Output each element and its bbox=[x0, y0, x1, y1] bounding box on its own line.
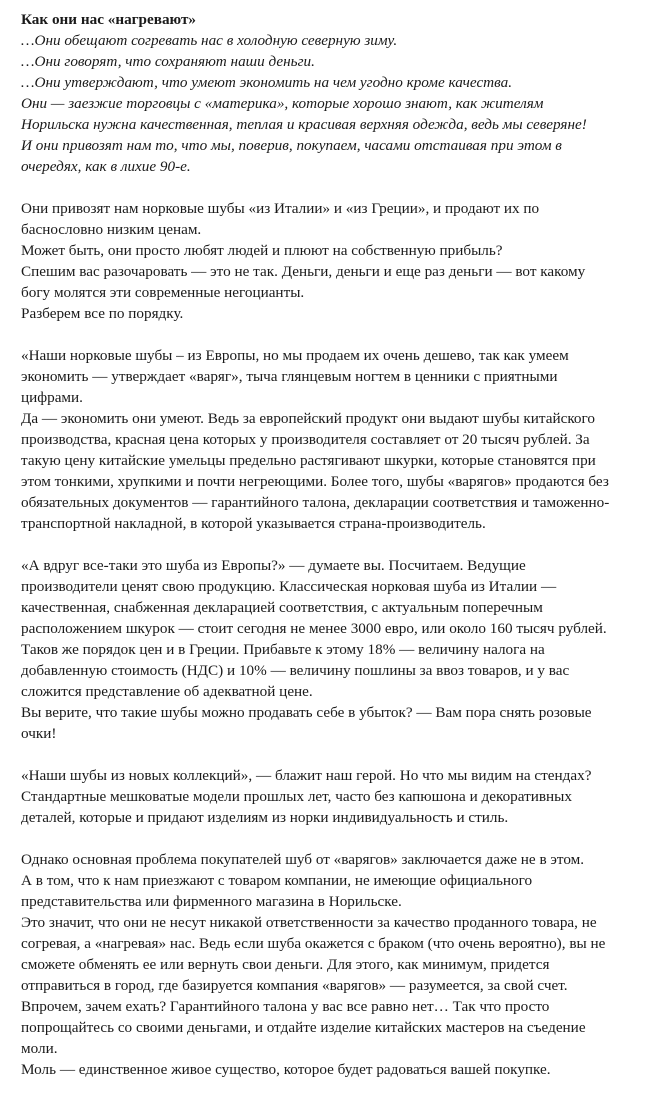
paragraph-3 bbox=[21, 555, 649, 744]
paragraph-line: транспортной накладной, в которой указывается страна-производитель. bbox=[21, 515, 486, 532]
intro-line: очередях, как в лихие 90-е. bbox=[21, 158, 191, 175]
paragraph-line: деталей, которые и придают изделиям из норки индивидуальность и стиль. bbox=[21, 809, 509, 826]
paragraph-line: добавленную стоимость (НДС) и 10% — величину пошлины за ввоз товаров, и у вас bbox=[21, 662, 570, 679]
intro-line: Норильска нужна качественная, теплая и красивая верхняя одежда, ведь мы северяне! bbox=[21, 116, 587, 133]
intro-line: …Они утверждают, что умеют экономить на чем угодно кроме качества. bbox=[21, 74, 513, 91]
paragraph-line: представительства или фирменного магазина в Норильске. bbox=[21, 893, 402, 910]
paragraph-line: Разберем все по порядку. bbox=[21, 305, 184, 322]
paragraph-line: отправиться в город, где базируется компания «варягов» — разумеется, за свой счет. bbox=[21, 977, 568, 994]
paragraph-line: А в том, что к нам приезжают с товаром компании, не имеющие официального bbox=[21, 872, 533, 889]
article-intro bbox=[21, 30, 649, 177]
paragraph-4 bbox=[21, 765, 649, 828]
paragraph-line: «А вдруг все-таки это шуба из Европы?» — думаете вы. Посчитаем. Ведущие bbox=[21, 557, 526, 574]
article-title: Как они нас «нагревают» bbox=[21, 11, 197, 28]
paragraph-line: баснословно низким ценам. bbox=[21, 221, 202, 238]
paragraph-line: богу молятся эти современные негоцианты. bbox=[21, 284, 305, 301]
paragraph-line: сложится представление об адекватной цене. bbox=[21, 683, 313, 700]
paragraph-line: Моль — единственное живое существо, которое будет радоваться вашей покупке. bbox=[21, 1061, 551, 1078]
paragraph-line: Таков же порядок цен и в Греции. Прибавьте к этому 18% — величину налога на bbox=[21, 641, 545, 658]
paragraph-line: Впрочем, зачем ехать? Гарантийного талона у вас все равно нет… Так что просто bbox=[21, 998, 550, 1015]
paragraph-line: Стандартные мешковатые модели прошлых лет, часто без капюшона и декоративных bbox=[21, 788, 572, 805]
paragraph-line: качественная, снабженная декларацией соответствия, с актуальным поперечным bbox=[21, 599, 543, 616]
paragraph-line: очки! bbox=[21, 725, 57, 742]
paragraph-line: этом тонкими, хрупкими и почти негреющими. Более того, шубы «варягов» продаются без bbox=[21, 473, 609, 490]
paragraph-line: Да — экономить они умеют. Ведь за европейский продукт они выдают шубы китайского bbox=[21, 410, 595, 427]
paragraph-line: экономить — утверждает «варяг», тыча глянцевым ногтем в ценники с приятными bbox=[21, 368, 558, 385]
paragraph-line: производители ценят свою продукцию. Классическая норковая шуба из Италии — bbox=[21, 578, 557, 595]
paragraph-line: обязательных документов — гарантийного талона, декларации соответствия и таможенно- bbox=[21, 494, 610, 511]
intro-line: И они привозят нам то, что мы, поверив, покупаем, часами отстаивая при этом в bbox=[21, 137, 562, 154]
intro-line: Они — заезжие торговцы с «материка», которые хорошо знают, как жителям bbox=[21, 95, 544, 112]
paragraph-2 bbox=[21, 345, 649, 534]
paragraph-line: «Наши шубы из новых коллекций», — блажит наш герой. Но что мы видим на стендах? bbox=[21, 767, 592, 784]
paragraph-line: «Наши норковые шубы – из Европы, но мы продаем их очень дешево, так как умеем bbox=[21, 347, 569, 364]
paragraph-line: попрощайтесь со своими деньгами, и отдайте изделие китайских мастеров на съедение bbox=[21, 1019, 586, 1036]
paragraph-line: Спешим вас разочаровать — это не так. Деньги, деньги и еще раз деньги — вот какому bbox=[21, 263, 586, 280]
paragraph-line: расположением шкурок — стоит сегодня не менее 3000 евро, или около 160 тысяч рублей. bbox=[21, 620, 607, 637]
paragraph-line: такую цену китайские умельцы предельно растягивают шкурки, которые становятся при bbox=[21, 452, 596, 469]
paragraph-line: согревая, а «нагревая» нас. Ведь если шуба окажется с браком (что очень вероятно), вы не bbox=[21, 935, 606, 952]
paragraph-1 bbox=[21, 198, 649, 324]
intro-line: …Они говорят, что сохраняют наши деньги. bbox=[21, 53, 315, 70]
paragraph-line: сможете обменять ее или вернуть свои деньги. Для этого, как минимум, придется bbox=[21, 956, 550, 973]
paragraph-line: Это значит, что они не несут никакой ответственности за качество проданного товара, не bbox=[21, 914, 597, 931]
paragraph-line: Может быть, они просто любят людей и плюют на собственную прибыль? bbox=[21, 242, 503, 259]
intro-line: …Они обещают согревать нас в холодную северную зиму. bbox=[21, 32, 398, 49]
paragraph-line: цифрами. bbox=[21, 389, 83, 406]
paragraph-line: Вы верите, что такие шубы можно продавать себе в убыток? — Вам пора снять розовые bbox=[21, 704, 592, 721]
paragraph-line: Однако основная проблема покупателей шуб от «варягов» заключается даже не в этом. bbox=[21, 851, 585, 868]
paragraph-5 bbox=[21, 849, 649, 1080]
paragraph-line: моли. bbox=[21, 1040, 58, 1057]
paragraph-line: Они привозят нам норковые шубы «из Италии» и «из Греции», и продают их по bbox=[21, 200, 540, 217]
paragraph-line: производства, красная цена которых у производителя составляет от 20 тысяч рублей. За bbox=[21, 431, 590, 448]
